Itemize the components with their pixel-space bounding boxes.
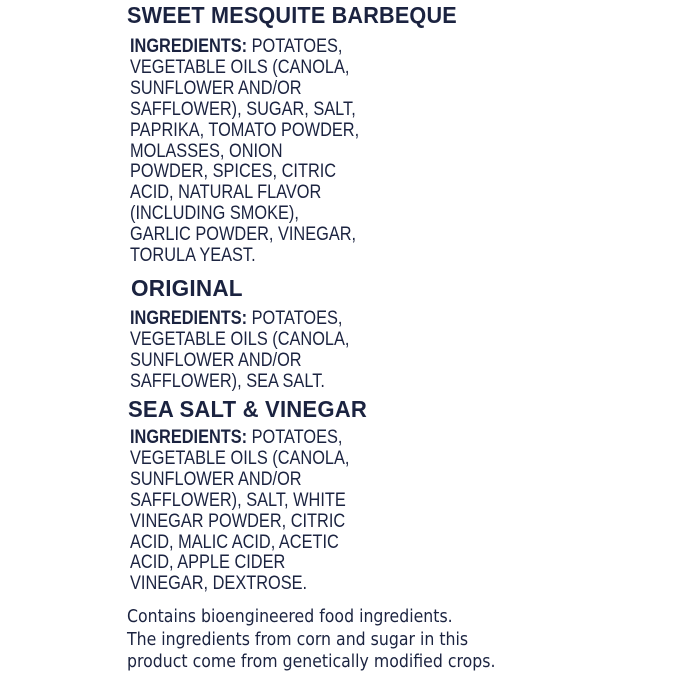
ingredients-line: VINEGAR, DEXTROSE. [130,573,308,595]
ingredients-list-original [130,309,349,393]
ingredients-label: INGREDIENTS: [130,36,248,57]
ingredients-line: PAPRIKA, TOMATO POWDER, [130,119,360,141]
ingredients-line: GARLIC POWDER, VINEGAR, [130,224,357,246]
ingredients-line: SUNFLOWER AND/OR [130,468,302,490]
ingredients-line: INGREDIENTS: POTATOES, [130,36,343,57]
disclosure-line: The ingredients from corn and sugar in this [127,629,469,650]
ingredients-line: SAFFLOWER), SUGAR, SALT, [130,98,356,120]
ingredients-line: ACID, APPLE CIDER [130,552,286,574]
disclosure-line: Contains bioengineered food ingredients. [127,607,453,627]
disclosure-line: product come from genetically modified crops. [127,652,496,673]
ingredients-list-sweet-mesquite-barbeque [130,37,359,267]
section-title-sweet-mesquite-barbeque: SWEET MESQUITE BARBEQUE [127,2,457,28]
ingredients-line: (INCLUDING SMOKE), [130,203,299,225]
section-title-original: ORIGINAL [131,275,243,301]
ingredients-line: SUNFLOWER AND/OR [130,349,302,371]
ingredients-list-sea-salt-vinegar [130,428,349,595]
ingredients-line: VINEGAR POWDER, CITRIC [130,510,346,532]
ingredients-line: TORULA YEAST. [130,245,256,267]
ingredients-line: SAFFLOWER), SALT, WHITE [130,489,346,511]
ingredients-line: ACID, MALIC ACID, ACETIC [130,531,339,553]
ingredients-line: MOLASSES, ONION [130,140,283,162]
ingredients-line: VEGETABLE OILS (CANOLA, [130,328,350,350]
bioengineered-disclosure [127,606,495,674]
ingredients-label: INGREDIENTS: [130,308,248,329]
ingredients-line: SAFFLOWER), SEA SALT. [130,370,325,392]
ingredients-line: INGREDIENTS: POTATOES, [130,308,343,329]
ingredients-line: VEGETABLE OILS (CANOLA, [130,447,350,469]
ingredients-line: SUNFLOWER AND/OR [130,77,302,99]
ingredients-label: INGREDIENTS: [130,427,248,448]
ingredients-line: INGREDIENTS: POTATOES, [130,427,343,448]
ingredients-line: ACID, NATURAL FLAVOR [130,182,322,204]
ingredients-line: POWDER, SPICES, CITRIC [130,161,337,183]
ingredients-line: VEGETABLE OILS (CANOLA, [130,56,350,78]
section-title-sea-salt-vinegar: SEA SALT & VINEGAR [128,396,367,422]
